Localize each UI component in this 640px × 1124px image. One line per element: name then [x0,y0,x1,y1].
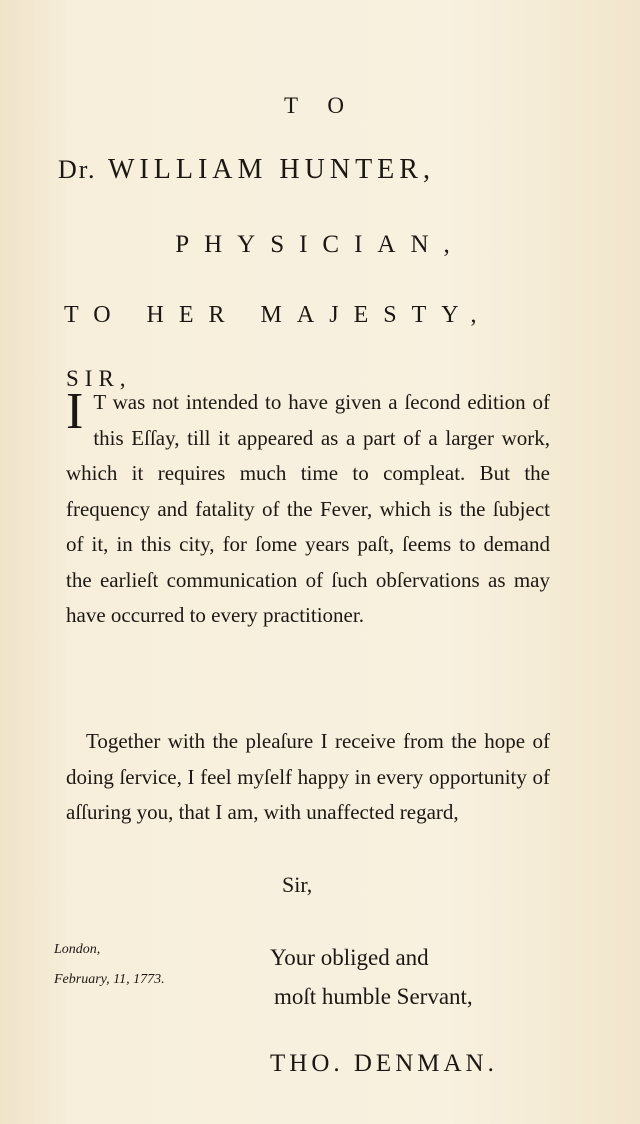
addressee-title: Dr. [58,155,97,184]
addressee-name: WILLIAM HUNTER, [108,154,435,185]
heading-majesty: TO HER MAJESTY, [64,302,492,328]
place-date [54,935,165,995]
heading-to: T O [284,93,356,118]
salutation: SIR, [66,366,132,391]
date: February, 11, 1773. [54,972,165,987]
closing [270,938,473,1016]
addressee [58,154,578,186]
heading-profession: PHYSICIAN, [175,231,465,258]
paragraph-1-text: T was not intended to have given a ſecond edition of this Eſſay, till it appeared as a part of a larger work, which it requires much time to compleat. But the frequency and fatality of the Fever, which is the ſubject of it, in this city, for ſome years paſt, ſeems to demand the earlieſt communication of ſuch obſervations as may have occurred to every practitioner. [66,390,550,627]
paragraph-2 [66,724,550,831]
closing-line-2: moſt humble Servant, [274,984,473,1009]
signature: THO. DENMAN. [270,1050,498,1077]
signoff: Sir, [282,872,313,897]
drop-cap: I [66,383,84,440]
place: London, [54,942,101,957]
paragraph-2-text: Together with the pleaſure I receive from the hope of doing ſervice, I feel myſelf happy in every opportunity of aſſuring you, that I am, with unaffected regard, [66,729,550,824]
closing-line-1: Your obliged and [270,945,429,970]
paragraph-1 [66,385,550,634]
